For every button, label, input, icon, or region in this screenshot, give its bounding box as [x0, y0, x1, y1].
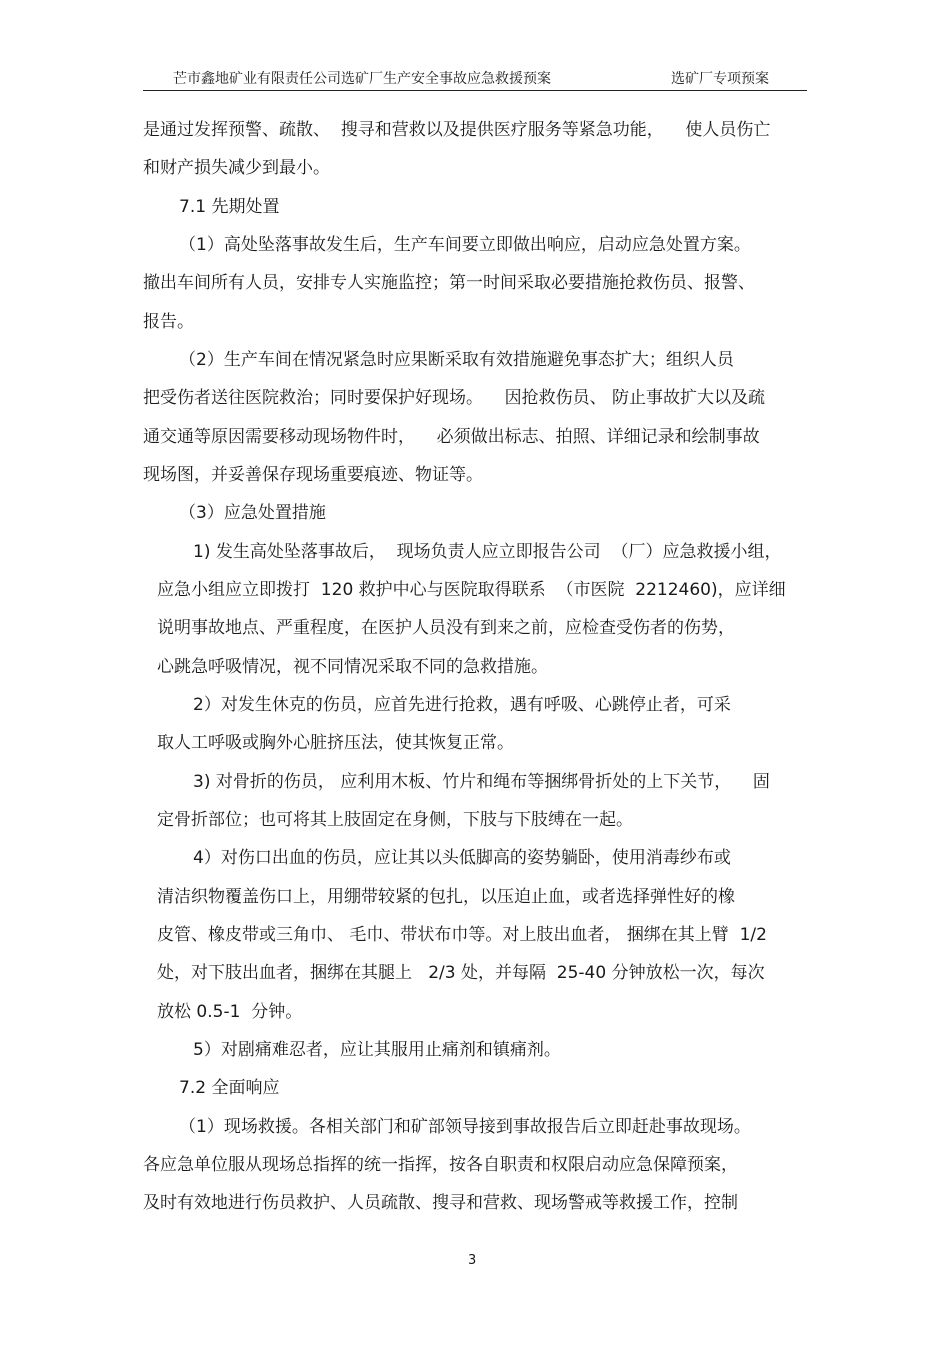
sub-heading: （3）应急处置措施: [179, 503, 326, 523]
body-line: 放松 0.5-1 分钟。: [157, 1002, 303, 1022]
body-line: （2）生产车间在情况紧急时应果断采取有效措施避免事态扩大；组织人员: [179, 350, 734, 370]
body-line: 皮管、橡皮带或三角巾、 毛巾、带状布巾等。对上肢出血者， 捆绑在其上臂 1/2: [157, 925, 767, 945]
body-line: 定骨折部位；也可将其上肢固定在身侧，下肢与下肢缚在一起。: [157, 810, 633, 830]
body-line: 报告。: [143, 312, 194, 332]
header-title: 芒市鑫地矿业有限责任公司选矿厂生产安全事故应急救援预案: [173, 71, 551, 87]
section-heading: 7.1 先期处置: [179, 197, 280, 217]
body-line: 把受伤者送往医院救治；同时要保护好现场。 因抢救伤员、 防止事故扩大以及疏: [143, 388, 766, 408]
section-heading: 7.2 全面响应: [179, 1078, 280, 1098]
body-line: 和财产损失减少到最小。: [143, 158, 330, 178]
body-line: 4）对伤口出血的伤员，应让其以头低脚高的姿势躺卧，使用消毒纱布或: [193, 848, 731, 868]
body-line: 3) 对骨折的伤员， 应利用木板、竹片和绳布等捆绑骨折处的上下关节， 固: [193, 772, 770, 792]
body-line: （1）现场救援。各相关部门和矿部领导接到事故报告后立即赶赴事故现场。: [179, 1117, 751, 1137]
body-line: 取人工呼吸或胸外心脏挤压法，使其恢复正常。: [157, 733, 514, 753]
body-line: 及时有效地进行伤员救护、人员疏散、搜寻和营救、现场警戒等救援工作，控制: [143, 1193, 738, 1213]
body-line: 通交通等原因需要移动现场物件时， 必须做出标志、拍照、详细记录和绘制事故: [143, 427, 760, 447]
body-line: 2）对发生休克的伤员，应首先进行抢救，遇有呼吸、心跳停止者，可采: [193, 695, 731, 715]
body-line: 心跳急呼吸情况，视不同情况采取不同的急救措施。: [157, 657, 548, 677]
header-section: 选矿厂专项预案: [671, 71, 769, 87]
body-line: 各应急单位服从现场总指挥的统一指挥，按各自职责和权限启动应急保障预案，: [143, 1155, 738, 1175]
body-line: 现场图，并妥善保存现场重要痕迹、物证等。: [143, 465, 483, 485]
page-header: [143, 66, 807, 91]
body-line: 说明事故地点、严重程度，在医护人员没有到来之前，应检查受伤者的伤势，: [157, 618, 735, 638]
body-line: 5）对剧痛难忍者，应让其服用止痛剂和镇痛剂。: [193, 1040, 561, 1060]
body-line: 清洁织物覆盖伤口上，用绷带较紧的包扎，以压迫止血，或者选择弹性好的橡: [157, 887, 735, 907]
body-line: （1）高处坠落事故发生后，生产车间要立即做出响应，启动应急处置方案。: [179, 235, 751, 255]
body-line: 1) 发生高处坠落事故后， 现场负责人应立即报告公司 （厂）应急救援小组，: [193, 542, 782, 562]
body-line: 应急小组应立即拨打 120 救护中心与医院取得联系 （市医院 2212460)，应详细: [157, 580, 786, 600]
body-line: 撤出车间所有人员，安排专人实施监控；第一时间采取必要措施抢救伤员、报警、: [143, 273, 755, 293]
body-line: 处，对下肢出血者，捆绑在其腿上 2/3 处，并每隔 25-40 分钟放松一次，每次: [157, 963, 765, 983]
page-number: 3: [468, 1253, 477, 1268]
body-line: 是通过发挥预警、疏散、 搜寻和营救以及提供医疗服务等紧急功能， 使人员伤亡: [143, 120, 771, 140]
